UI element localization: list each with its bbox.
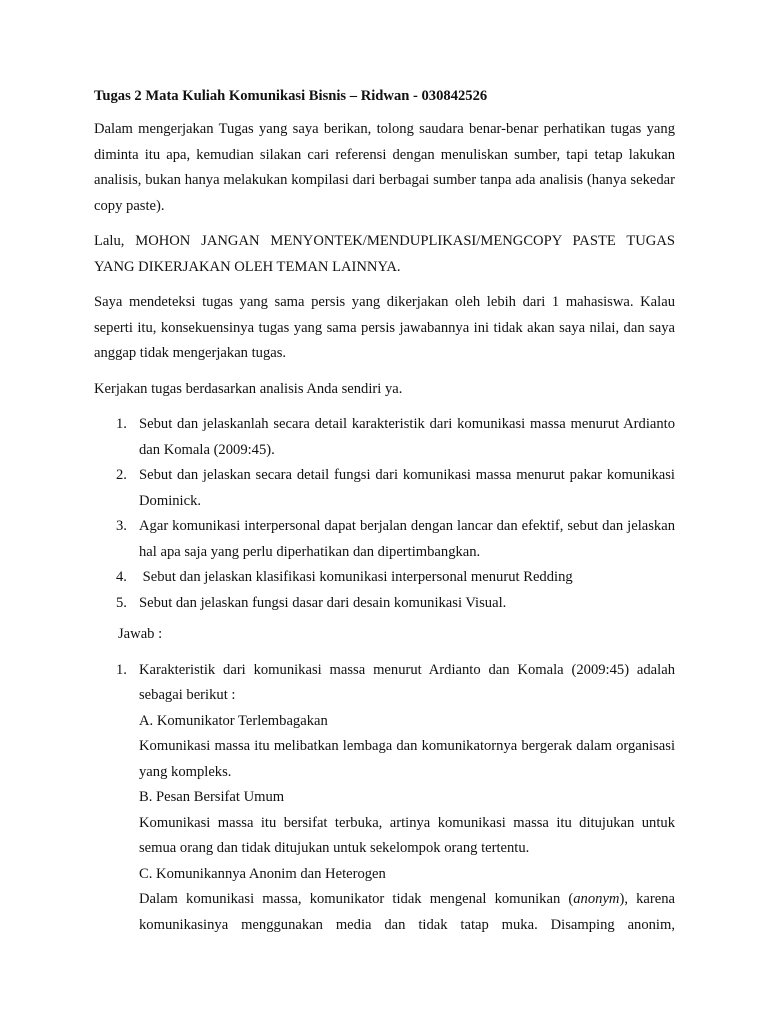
answer-text-b: Komunikasi massa itu bersifat terbuka, artinya komunikasi massa itu ditujukan untuk semua orang dan tidak ditujukan untuk sekelompok orang tertentu. bbox=[139, 814, 675, 856]
answer-list bbox=[94, 658, 675, 939]
answer-intro: Karakteristik dari komunikasi massa menurut Ardianto dan Komala (2009:45) adalah sebagai berikut : bbox=[139, 661, 675, 703]
list-item bbox=[94, 565, 675, 591]
answer-heading-b: B. Pesan Bersifat Umum bbox=[139, 789, 285, 805]
question-number: 1. bbox=[116, 416, 127, 432]
list-item bbox=[94, 658, 675, 939]
question-number: 3. bbox=[116, 518, 127, 534]
detection-paragraph: Saya mendeteksi tugas yang sama persis yang dikerjakan oleh lebih dari 1 mahasiswa. Kalau seperti itu, konsekuensinya tugas yang sama persis jawabannya ini tidak akan saya nilai, dan saya anggap tidak mengerjakan tugas. bbox=[94, 294, 675, 361]
question-number: 5. bbox=[116, 594, 127, 611]
question-text: Sebut dan jelaskanlah secara detail karakteristik dari komunikasi massa menurut Ardianto dan Komala (2009:45). bbox=[139, 416, 675, 458]
answer-text-c-emphasis: anonym bbox=[573, 891, 620, 907]
answer-number: 1. bbox=[116, 661, 127, 678]
question-number: 2. bbox=[116, 467, 127, 483]
document-title: Tugas 2 Mata Kuliah Komunikasi Bisnis – Ridwan - 030842526 bbox=[94, 88, 488, 104]
list-item bbox=[94, 514, 675, 565]
analysis-paragraph: Kerjakan tugas berdasarkan analisis Anda sendiri ya. bbox=[94, 380, 403, 397]
instruction-paragraph: Dalam mengerjakan Tugas yang saya berikan, tolong saudara benar-benar perhatikan tugas yang diminta itu apa, kemudian silakan cari referensi dengan menuliskan sumber, tapi tetap lakukan analisis, bukan hanya melakukan kompilasi dari berbagai sumber tanpa ada analisis (hanya sekedar copy paste). bbox=[94, 121, 675, 214]
answer-heading-c: C. Komunikannya Anonim dan Heterogen bbox=[139, 865, 386, 882]
list-item bbox=[94, 412, 675, 463]
question-text: Sebut dan jelaskan fungsi dasar dari desain komunikasi Visual. bbox=[139, 594, 507, 611]
list-item bbox=[94, 591, 675, 617]
question-list bbox=[94, 412, 675, 616]
question-number: 4. bbox=[116, 569, 127, 585]
question-text: Agar komunikasi interpersonal dapat berjalan dengan lancar dan efektif, sebut dan jelaskan hal apa saja yang perlu diperhatikan dan dipertimbangkan. bbox=[139, 518, 675, 560]
warning-paragraph: Lalu, MOHON JANGAN MENYONTEK/MENDUPLIKASI/MENGCOPY PASTE TUGAS YANG DIKERJAKAN OLEH TEMAN LAINNYA. bbox=[94, 233, 675, 275]
answer-text-a: Komunikasi massa itu melibatkan lembaga dan komunikatornya bergerak dalam organisasi yang kompleks. bbox=[139, 738, 675, 780]
answer-text-c-part1: Dalam komunikasi massa, komunikator tidak mengenal komunikan ( bbox=[139, 891, 574, 907]
answer-text-c bbox=[139, 887, 675, 938]
list-item bbox=[94, 463, 675, 514]
answer-heading-a: A. Komunikator Terlembagakan bbox=[139, 712, 328, 729]
question-text: Sebut dan jelaskan klasifikasi komunikasi interpersonal menurut Redding bbox=[139, 569, 573, 585]
question-text: Sebut dan jelaskan secara detail fungsi dari komunikasi massa menurut pakar komunikasi Dominick. bbox=[139, 467, 675, 509]
document-page bbox=[94, 84, 675, 944]
answer-text-c-part2: ), karena komunikasinya menggunakan media dan tidak tatap muka. Disamping anonim, bbox=[139, 891, 675, 933]
answer-label: Jawab : bbox=[118, 626, 163, 642]
